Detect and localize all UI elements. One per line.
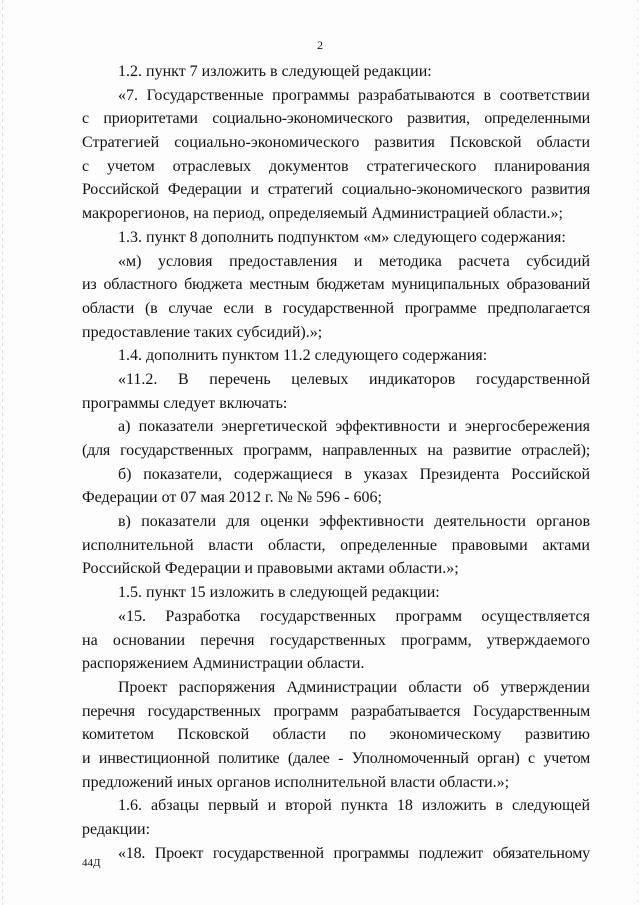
text-line: б) показатели, содержащиеся в указах Президента Российской [118, 465, 590, 483]
text-line: программы следует включать: [82, 394, 288, 412]
text-line: 1.4. дополнить пунктом 11.2 следующего содержания: [118, 347, 488, 365]
scan-edge-right [637, 0, 638, 905]
text-line: из областного бюджета местным бюджетам муниципальных образований [82, 276, 590, 294]
text-line: с приоритетами социально-экономического развития, определенными [82, 110, 590, 128]
text-line: 1.2. пункт 7 изложить в следующей редакции: [118, 63, 432, 80]
text-line: в) показатели для оценки эффективности деятельности органов [118, 513, 590, 531]
text-line: редакции: [82, 821, 151, 838]
page-number: 2 [317, 38, 323, 52]
text-line: 1.6. абзацы первый и второй пункта 18 изложить в следующей [118, 797, 590, 815]
text-line: «15. Разработка государственных программ осуществляется [118, 607, 590, 625]
text-line: «м) условия предоставления и методика расчета субсидий [118, 252, 590, 270]
text-line: исполнительной власти области, определенные правовыми актами [82, 536, 590, 554]
document-body [82, 60, 590, 865]
text-line: «7. Государственные программы разрабатываются в соответствии [118, 86, 590, 104]
text-line: Российской Федерации и стратегий социально-экономического развития [82, 181, 590, 199]
text-line: 1.5. пункт 15 изложить в следующей редакции: [118, 584, 440, 602]
text-line: (для государственных программ, направленных на развитие отраслей); [82, 442, 590, 459]
text-line: перечня государственных программ разрабатывается Государственным [82, 702, 590, 720]
text-line: на основании перечня государственных программ, утверждаемого [82, 631, 590, 649]
text-line: с учетом отраслевых документов стратегического планирования [82, 157, 590, 175]
text-line: «18. Проект государственной программы подлежит обязательному [118, 844, 590, 862]
text-line: Российской Федерации и правовыми актами области.»; [82, 560, 459, 578]
text-line: Стратегией социально-экономического развития Псковской области [82, 134, 590, 152]
text-line: предложений иных органов исполнительной власти области.»; [82, 773, 510, 791]
scan-edge-left [2, 0, 3, 905]
text-line: «11.2. В перечень целевых индикаторов государственной [118, 370, 590, 388]
text-line: области (в случае если в государственной программе предполагается [82, 299, 590, 317]
text-line: 1.3. пункт 8 дополнить подпунктом «м» следующего содержания: [118, 228, 566, 246]
footer-code: 44Д [82, 857, 101, 869]
text-line: комитетом Псковской области по экономическому развитию [82, 726, 590, 744]
text-line: Федерации от 07 мая 2012 г. № № 596 - 606; [82, 489, 382, 507]
text-line: и инвестиционной политике (далее - Уполномоченный орган) с учетом [82, 749, 590, 767]
text-line: макрорегионов, на период, определяемый Администрацией области.»; [82, 205, 563, 223]
text-line: Проект распоряжения Администрации области об утверждении [118, 678, 590, 696]
text-line: предоставление таких субсидий).»; [82, 323, 323, 341]
text-line: распоряжением Администрации области. [82, 655, 365, 673]
text-line: а) показатели энергетической эффективности и энергосбережения [118, 418, 590, 436]
